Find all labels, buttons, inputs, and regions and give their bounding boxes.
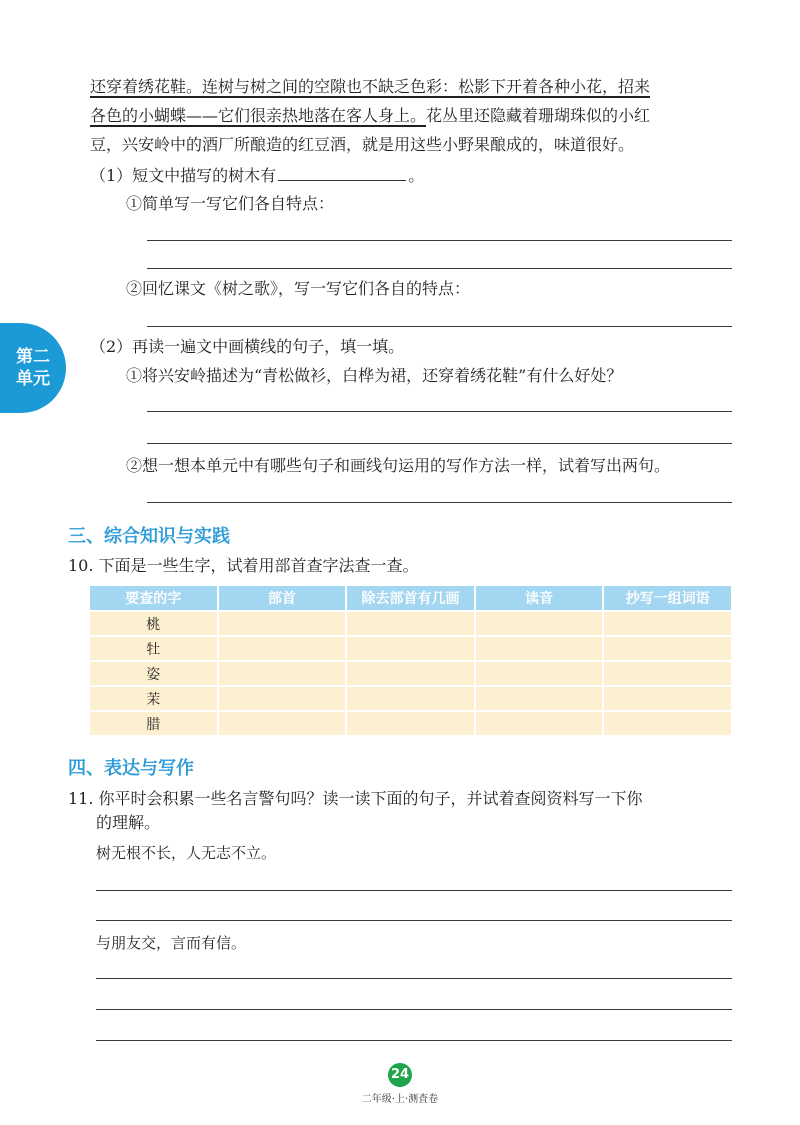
strokes-cell[interactable] (347, 637, 474, 660)
pinyin-cell[interactable] (476, 637, 603, 660)
underlined-sentence: 各色的小蝴蝶——它们很亲热地落在客人身上。 (90, 106, 427, 125)
char-cell: 牡 (90, 637, 217, 660)
words-cell[interactable] (604, 712, 731, 735)
pinyin-cell[interactable] (476, 687, 603, 710)
strokes-cell[interactable] (347, 612, 474, 635)
words-cell[interactable] (604, 637, 731, 660)
q11-prompt-line-1: 11. 你平时会积累一些名言警句吗？读一读下面的句子，并试着查阅资料写一下你 (68, 789, 643, 808)
q11-prompt-line-2: 的理解。 (96, 813, 161, 832)
table-row (90, 612, 731, 635)
pinyin-cell[interactable] (476, 612, 603, 635)
answer-line[interactable] (96, 1009, 732, 1010)
section-4-title: 四、表达与写作 (68, 758, 194, 779)
column-header: 读音 (476, 586, 603, 610)
table-row (90, 712, 731, 735)
q1-sub1: ①简单写一写它们各自特点： (126, 194, 335, 213)
answer-line[interactable] (147, 326, 732, 327)
char-cell: 桃 (90, 612, 217, 635)
char-cell: 腊 (90, 712, 217, 735)
radical-cell[interactable] (219, 612, 346, 635)
page-number-badge: 24 (388, 1063, 412, 1087)
quote-1: 树无根不长，人无志不立。 (96, 844, 277, 862)
answer-line[interactable] (96, 890, 732, 891)
words-cell[interactable] (604, 612, 731, 635)
q1-prompt: （1）短文中描写的树木有 。 (90, 166, 425, 185)
table-row (90, 687, 731, 710)
answer-line[interactable] (147, 443, 732, 444)
q2-prompt: （2）再读一遍文中画横线的句子，填一填。 (90, 337, 405, 356)
answer-line[interactable] (96, 920, 732, 921)
strokes-cell[interactable] (347, 712, 474, 735)
answer-line[interactable] (147, 502, 732, 503)
table-row (90, 637, 731, 660)
char-cell: 姿 (90, 662, 217, 685)
q2-sub2: ②想一想本单元中有哪些句子和画线句运用的写作方法一样，试着写出两句。 (126, 456, 671, 475)
q10-prompt: 10. 下面是一些生字，试着用部首查字法查一查。 (68, 556, 419, 575)
char-cell: 茉 (90, 687, 217, 710)
passage-line-1: 还穿着绣花鞋。连树与树之间的空隙也不缺乏色彩：松影下开着各种小花，招来 (90, 77, 651, 96)
column-header: 要查的字 (90, 586, 217, 610)
pinyin-cell[interactable] (476, 712, 603, 735)
q1-blank[interactable] (278, 164, 406, 181)
column-header: 部首 (219, 586, 346, 610)
strokes-cell[interactable] (347, 687, 474, 710)
passage-line-3: 豆，兴安岭中的酒厂所酿造的红豆酒，就是用这些小野果酿成的，味道很好。 (90, 135, 635, 154)
quote-2: 与朋友交，言而有信。 (96, 934, 247, 952)
book-footer: 二年级·上·测査卷 (361, 1094, 439, 1105)
answer-line[interactable] (147, 268, 732, 269)
radical-cell[interactable] (219, 712, 346, 735)
radical-cell[interactable] (219, 662, 346, 685)
answer-line[interactable] (147, 240, 732, 241)
words-cell[interactable] (604, 662, 731, 685)
q1-sub2: ②回忆课文《树之歌》，写一写它们各自的特点： (126, 279, 471, 298)
passage-line-2: 各色的小蝴蝶——它们很亲热地落在客人身上。花丛里还隐藏着珊瑚珠似的小红 (90, 106, 651, 125)
words-cell[interactable] (604, 687, 731, 710)
radical-cell[interactable] (219, 637, 346, 660)
strokes-cell[interactable] (347, 662, 474, 685)
answer-line[interactable] (96, 978, 732, 979)
radical-lookup-table (88, 584, 733, 737)
column-header: 抄写一组词语 (604, 586, 731, 610)
table-row (90, 662, 731, 685)
answer-line[interactable] (147, 411, 732, 412)
radical-cell[interactable] (219, 687, 346, 710)
answer-line[interactable] (96, 1040, 732, 1041)
section-3-title: 三、综合知识与实践 (68, 526, 230, 547)
pinyin-cell[interactable] (476, 662, 603, 685)
q2-sub1: ①将兴安岭描述为“青松做衫，白桦为裙，还穿着绣花鞋”有什么好处？ (126, 366, 623, 385)
unit-tab: 第二 单元 (0, 323, 66, 413)
table-header-row (90, 586, 731, 610)
column-header: 除去部首有几画 (347, 586, 474, 610)
